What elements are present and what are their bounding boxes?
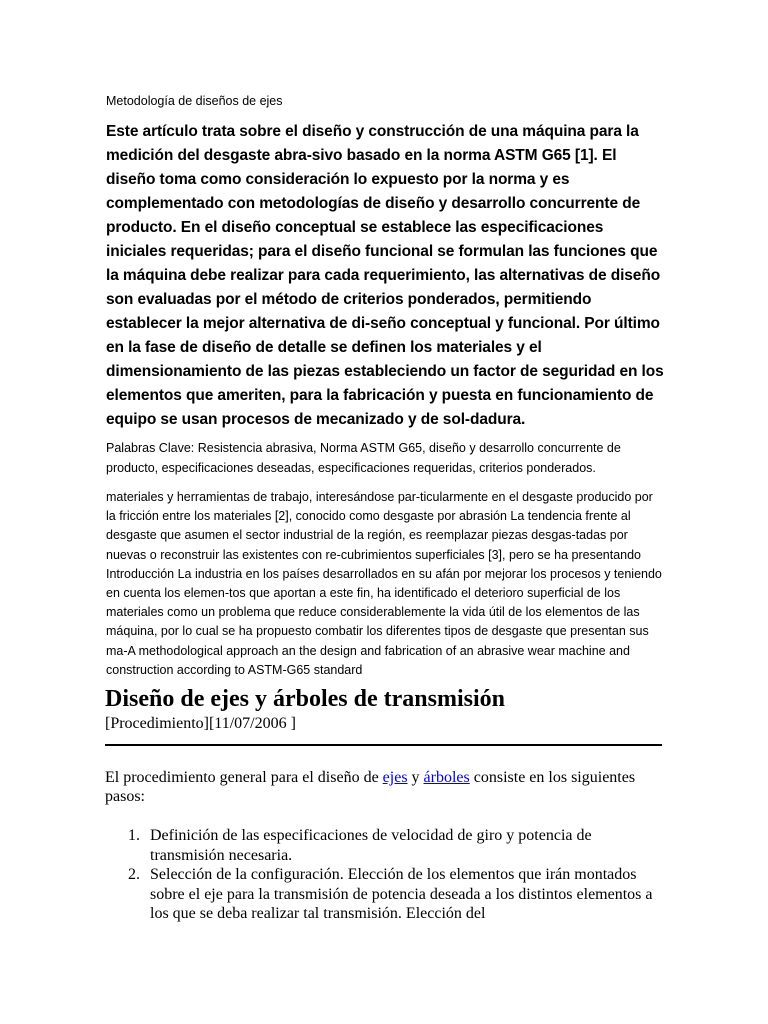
document-title: Metodología de diseños de ejes [106,94,283,108]
intro-text-before: El procedimiento general para el diseño de [105,769,383,786]
body-paragraph: materiales y herramientas de trabajo, interesándose par-ticularmente en el desgaste producido por la fricción entre los materiales [2], conocido como desgaste por abrasión La tendencia frente al desgaste que asumen el sector industrial de la región, es reemplazar piezas desgas-tadas por nuevas o reconstruir las existentes con re-cubrimientos superficiales [3], pero se ha presentando Introducción La industria en los países desarrollados en su afán por mejorar los procesos y teniendo en cuenta los elemen-tos que aportan a este fin, ha identificado el deterioro superficial de los materiales como un problema que reduce considerablemente la vida útil de los elementos de las máquina, por lo cual se ha propuesto combatir los diferentes tipos de desgaste que presentan sus ma-A methodological approach an the design and fabrication of an abrasive wear machine and construction according to ASTM-G65 standard [106,490,662,677]
list-item-text: Definición de las especificaciones de velocidad de giro y potencia de transmisión necesaria. [150,827,592,864]
intro-text-middle: y [407,769,424,786]
list-item-text: Selección de la configuración. Elección de los elementos que irán montados sobre el eje para la transmisión de potencia deseada a los distintos elementos a los que se deba realizar tal transmisión. Elección del [150,866,653,922]
list-item-number: 1. [128,827,140,844]
list-item [105,826,665,865]
intro-paragraph [105,768,665,806]
keywords-paragraph: Palabras Clave: Resistencia abrasiva, Norma ASTM G65, diseño y desarrollo concurrente de producto, especificaciones deseadas, especificaciones requeridas, criterios ponderados. [106,441,621,475]
link-arboles[interactable]: árboles [423,769,470,786]
list-item [105,865,665,924]
list-item-number: 2. [128,866,140,883]
steps-list [105,826,665,924]
link-ejes[interactable]: ejes [382,769,408,786]
section-subheading: [Procedimiento][11/07/2006 ] [105,715,296,732]
abstract-paragraph: Este artículo trata sobre el diseño y construcción de una máquina para la medición del desgaste abra-sivo basado en la norma ASTM G65 [1]. El diseño toma como consideración lo expuesto por la norma y es complementado con metodologías de diseño y desarrollo concurrente de producto. En el diseño conceptual se establece las especificaciones iniciales requeridas; para el diseño funcional se formulan las funciones que la máquina debe realizar para cada requerimiento, las alternativas de diseño son evaluadas por el método de criterios ponderados, permitiendo establecer la mejor alternativa de di-seño conceptual y funcional. Por último en la fase de diseño de detalle se definen los materiales y el dimensionamiento de las piezas estableciendo un factor de seguridad en los elementos que ameriten, para la fabricación y puesta en funcionamiento de equipo se usan procesos de mecanizado y de sol-dadura. [106,123,664,428]
horizontal-rule [105,744,662,746]
section-heading: Diseño de ejes y árboles de transmisión [105,686,505,712]
intro-text-after: consiste en los siguientes pasos: [105,769,636,805]
